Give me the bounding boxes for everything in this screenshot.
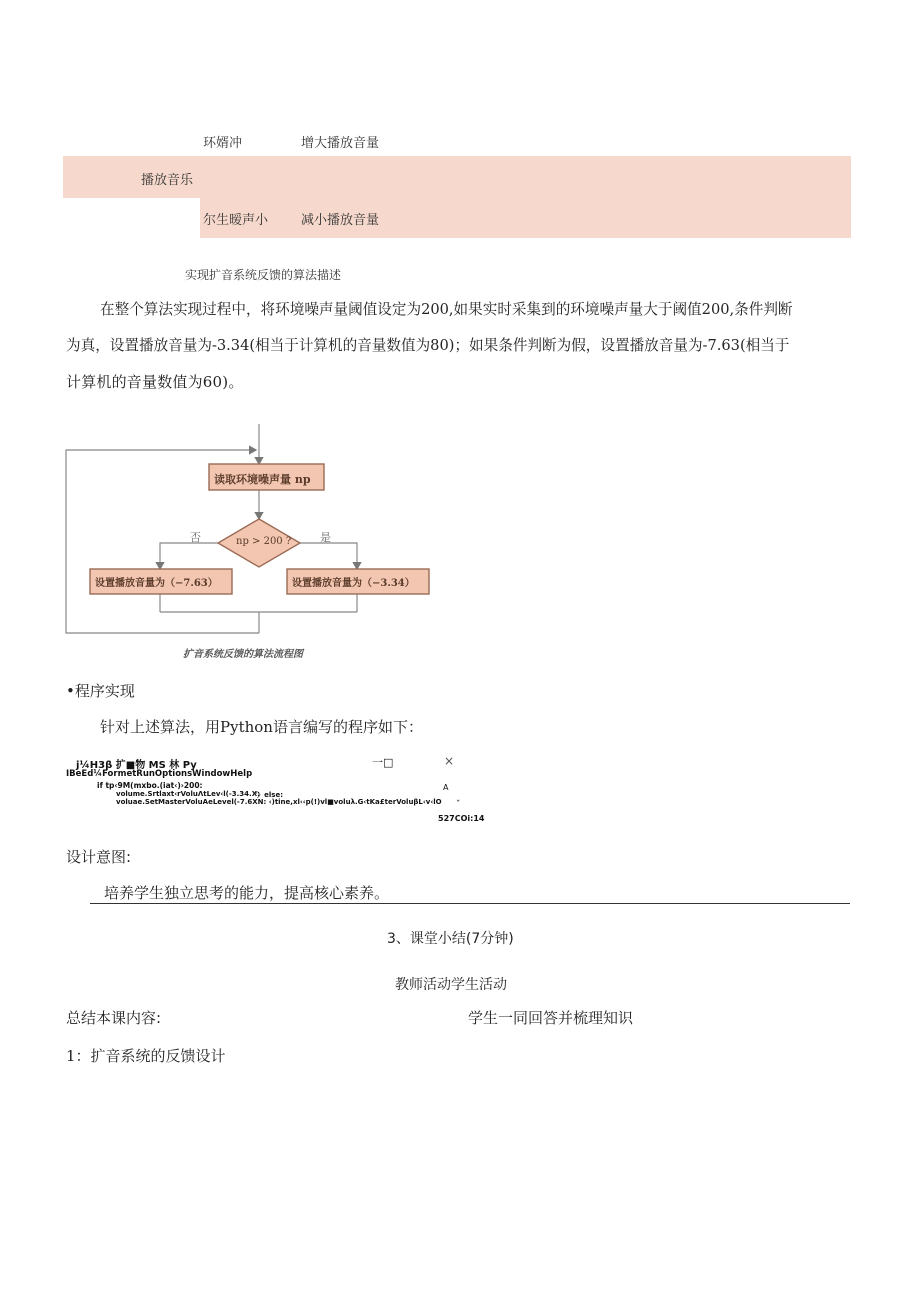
table-row1-action: 增大播放音量	[301, 136, 380, 151]
flow-read-text: 读取环境噪声量 np	[214, 473, 311, 486]
summary-right: 学生一同回答并梳理知识	[468, 1009, 634, 1027]
table-row2-action: 减小播放音量	[301, 213, 380, 228]
window-controls[interactable]: 一□	[372, 756, 394, 769]
scroll-up-icon[interactable]: A	[443, 783, 449, 792]
table-left-label: 播放音乐	[141, 173, 194, 188]
design-intent-text: 培养学生独立思考的能力，提高核心素养。	[104, 884, 390, 902]
table-row1-condition: 环婿冲	[203, 136, 243, 151]
code-line-2b: '〉else:	[255, 791, 284, 799]
summary-title: 3、课堂小结(7分钟)	[387, 931, 514, 947]
table-caption: 实现扩音系统反馈的算法描述	[185, 268, 342, 282]
code-line-2: volume.Srtlaxt‹rVoluΛtLev‹l(-3.34.X:	[116, 790, 260, 798]
code-status: 527COi:14	[438, 814, 485, 823]
flow-left-text: 设置播放音量为（−7.63）	[95, 578, 218, 589]
section-program-heading: •程序实现	[66, 682, 135, 700]
code-line-3: voluae.SetMasterVoluAeLevel(-7.6XN: ‹)tine,xl‹‹p(!)vl■voluλ.G‹tKa£terVoluβL‹v‹lO	[116, 798, 442, 806]
paragraph-line-3: 计算机的音量数值为60)。	[66, 373, 244, 391]
summary-left: 总结本课内容:	[66, 1009, 162, 1027]
flow-decision-text: np > 200 ?	[236, 536, 292, 547]
code-line-1: if tp‹9M(mxbo.(iat‹)›200:	[97, 781, 203, 790]
paragraph-line-2: 为真，设置播放音量为-3.34(相当于计算机的音量数值为80)；如果条件判断为假，设置播放音量为-7.63(相当于	[66, 337, 790, 354]
table-band-bottom	[200, 198, 851, 238]
table-row2-condition: 尔生暧声小	[203, 213, 269, 228]
flow-no-label: 否	[190, 531, 201, 544]
code-window-title: j¼H3β 扩■物 MS 林 Py	[76, 760, 197, 771]
scroll-down-icon[interactable]: ˇ	[456, 800, 461, 810]
flowchart-caption: 扩音系统反馈的算法流程图	[183, 649, 303, 660]
design-intent-heading: 设计意图:	[66, 848, 132, 866]
flow-right-text: 设置播放音量为（−3.34）	[292, 578, 415, 589]
summary-item-1: 1：扩音系统的反馈设计	[66, 1047, 226, 1065]
program-intro: 针对上述算法，用Python语言编写的程序如下：	[100, 718, 423, 736]
activity-header: 教师活动学生活动	[395, 977, 507, 993]
code-menu-bar[interactable]: IBeEd¼FormetRunOptionsWindowHelp	[66, 769, 253, 779]
paragraph-line-1: 在整个算法实现过程中，将环境噪声量阈值设定为200,如果实时采集到的环境噪声量大于阈值200,条件判断	[100, 301, 793, 318]
close-icon[interactable]: ×	[444, 754, 455, 768]
flow-yes-label: 是	[320, 531, 331, 544]
divider	[90, 903, 850, 904]
